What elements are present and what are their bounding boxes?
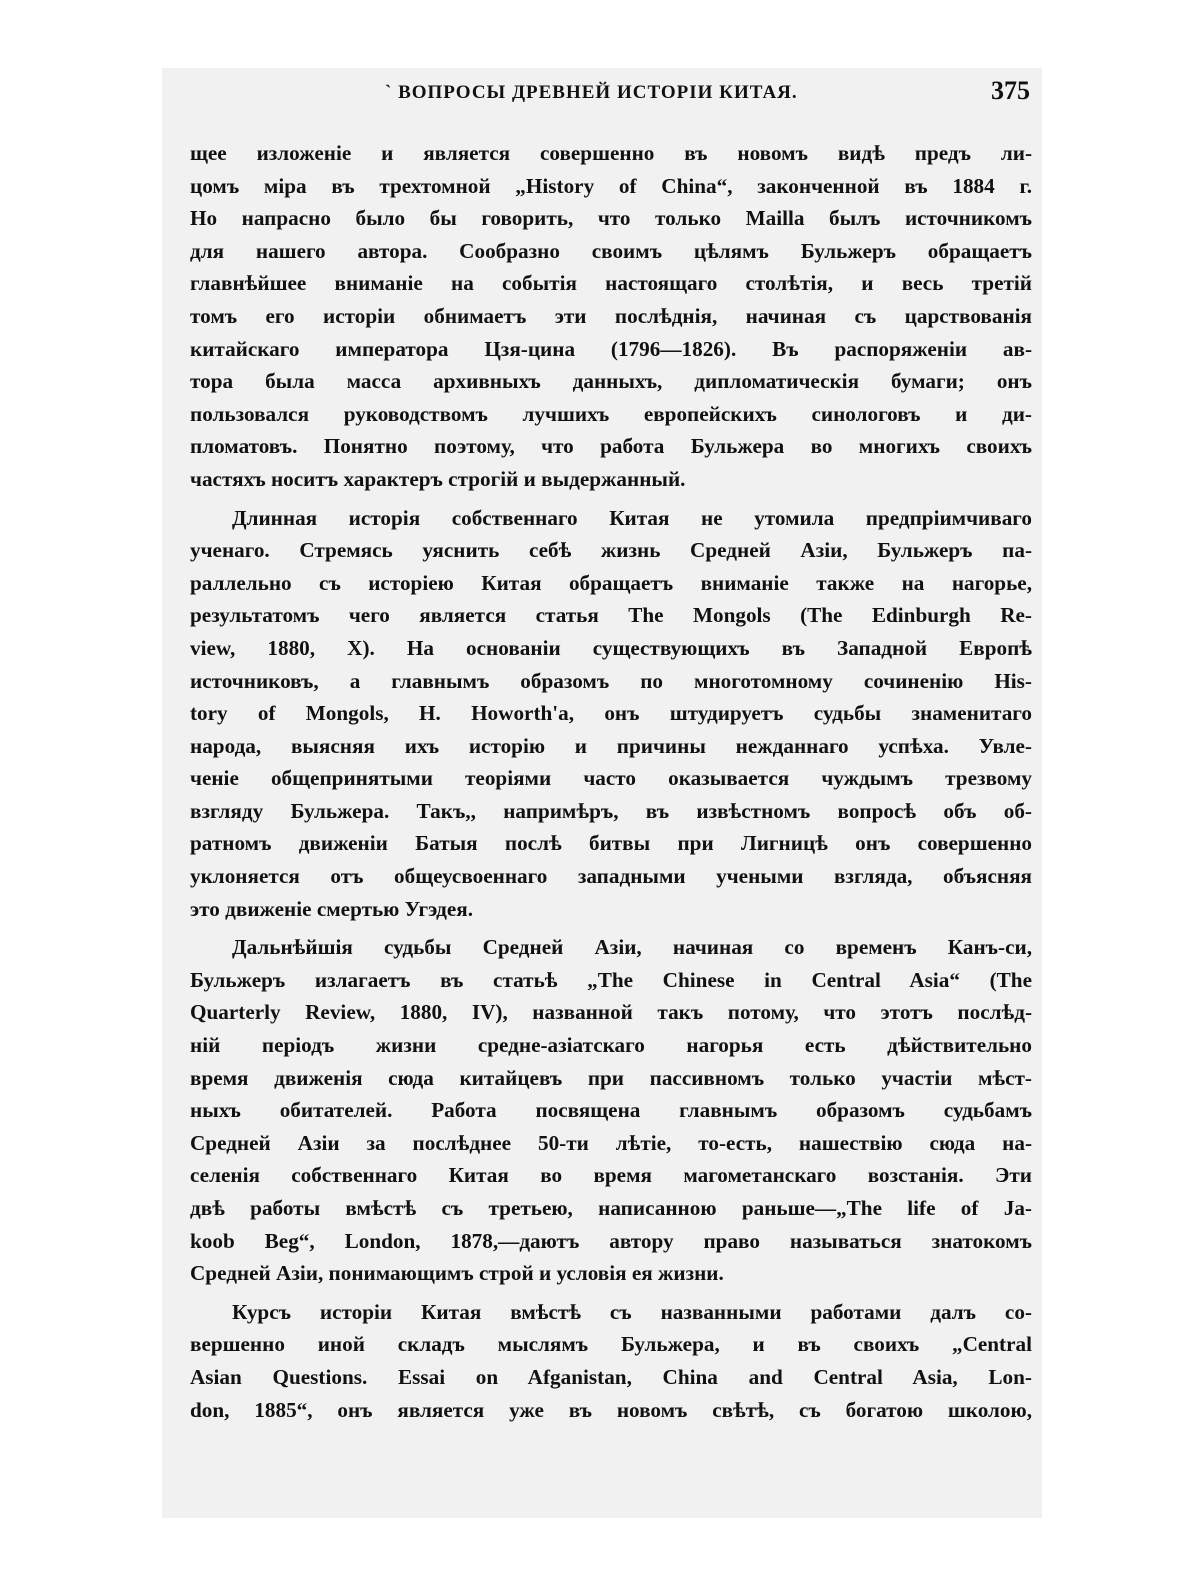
paragraph-1 (190, 137, 1032, 496)
text-line: koob Beg“, London, 1878,—даютъ автору право называться знатокомъ (190, 1228, 1032, 1253)
text-line: Средней Азіи за послѣднее 50-ти лѣтіе, то-есть, нашествію сюда на- (190, 1130, 1032, 1155)
text-line: Asian Questions. Essai on Afganistan, China and Central Asia, Lon- (190, 1364, 1032, 1389)
text-line: китайскаго императора Цзя-цина (1796—1826). Въ распоряженіи ав- (190, 336, 1032, 361)
text-line: ученаго. Стремясь уяснить себѣ жизнь Средней Азіи, Бульжеръ па- (190, 538, 1032, 563)
text-line: это движеніе смертью Угэдея. (190, 896, 474, 921)
text-line: Средней Азіи, понимающимъ строй и условія ея жизни. (190, 1261, 724, 1286)
paragraph-3 (190, 931, 1032, 1290)
text-line: don, 1885“, онъ является уже въ новомъ свѣтѣ, съ богатою школою, (190, 1397, 1032, 1422)
text-line: вершенно иной складъ мыслямъ Бульжера, и въ своихъ „Central (190, 1332, 1032, 1357)
text-line: ній періодъ жизни средне-азіатскаго нагорья есть дѣйствительно (190, 1033, 1032, 1058)
paragraph-4 (190, 1296, 1032, 1426)
text-line: источниковъ, а главнымъ образомъ по многотомному сочиненію His- (190, 668, 1032, 693)
text-line: уклоняется отъ общеусвоеннаго западными учеными взгляда, объясняя (190, 864, 1032, 889)
text-line: tory of Mongols, H. Howorth'а, онъ штудируетъ судьбы знаменитаго (190, 701, 1032, 726)
text-line: Но напрасно было бы говорить, что только Mailla былъ источникомъ (190, 206, 1032, 231)
text-line: ныхъ обитателей. Работа посвящена главнымъ образомъ судьбамъ (190, 1098, 1032, 1123)
text-line: томъ его исторіи обнимаетъ эти послѣднія, начиная съ царствованія (190, 303, 1032, 328)
text-line: результатомъ чего является статья The Mongols (The Edinburgh Re- (190, 603, 1032, 628)
text-line: время движенія сюда китайцевъ при пассивномъ только участіи мѣст- (190, 1065, 1032, 1090)
text-line: частяхъ носитъ характеръ строгій и выдержанный. (190, 466, 686, 491)
text-line: щее изложеніе и является совершенно въ новомъ видѣ предъ ли- (190, 141, 1032, 165)
text-line: народа, выясняя ихъ исторію и причины нежданнаго успѣха. Увле- (190, 733, 1032, 758)
paragraph-2 (190, 502, 1032, 926)
body-text (190, 137, 1032, 1432)
text-line: взгляду Бульжера. Такъ,, напримѣръ, въ извѣстномъ вопросѣ объ об- (190, 798, 1032, 823)
text-line: Дальнѣйшія судьбы Средней Азіи, начиная со временъ Канъ-си, (232, 935, 1032, 960)
page-header (190, 74, 1030, 114)
page-number: 375 (991, 76, 1030, 105)
text-line: пломатовъ. Понятно поэтому, что работа Бульжера во многихъ своихъ (190, 434, 1032, 459)
text-line: ченіе общепринятыми теоріями часто оказывается чуждымъ трезвому (190, 766, 1032, 791)
running-title: ` ВОПРОСЫ ДРЕВНЕЙ ИСТОРІИ КИТАЯ. (385, 82, 798, 103)
text-line: view, 1880, X). На основаніи существующихъ въ Западной Европѣ (190, 635, 1032, 660)
text-line: Quarterly Review, 1880, IV), названной такъ потому, что этотъ послѣд- (190, 1000, 1032, 1025)
text-line: ратномъ движеніи Батыя послѣ битвы при Лигницѣ онъ совершенно (190, 831, 1032, 856)
text-line: Длинная исторія собственнаго Китая не утомила предпріимчиваго (232, 505, 1032, 530)
text-line: селенія собственнаго Китая во время магометанскаго возстанія. Эти (190, 1163, 1032, 1188)
text-line: Бульжеръ излагаетъ въ статьѣ „The Chinese in Central Asia“ (The (190, 967, 1032, 992)
text-line: Курсъ исторіи Китая вмѣстѣ съ названными работами далъ со- (232, 1299, 1032, 1324)
text-line: цомъ міра въ трехтомной „History of China“, законченной въ 1884 г. (190, 173, 1032, 198)
text-line: главнѣйшее вниманіе на событія настоящаго столѣтія, и весь третій (190, 271, 1032, 296)
text-line: пользовался руководствомъ лучшихъ европейскихъ синологовъ и ди- (190, 401, 1032, 426)
text-line: для нашего автора. Сообразно своимъ цѣлямъ Бульжеръ обращаетъ (190, 238, 1032, 263)
text-line: раллельно съ исторіею Китая обращаетъ вниманіе также на нагорье, (190, 570, 1032, 595)
text-line: тора была масса архивныхъ данныхъ, дипломатическія бумаги; онъ (190, 369, 1032, 394)
text-line: двѣ работы вмѣстѣ съ третьею, написанною раньше—„The life of Ja- (190, 1196, 1032, 1220)
